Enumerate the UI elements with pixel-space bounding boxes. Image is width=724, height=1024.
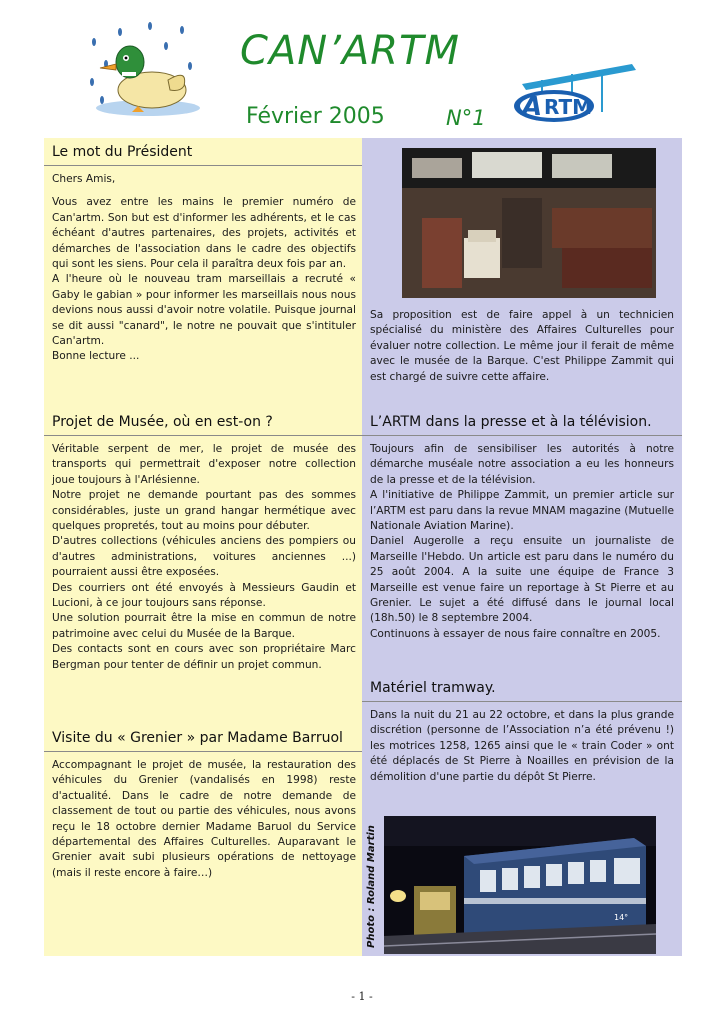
section-grenier	[52, 730, 356, 881]
artm-logo	[502, 60, 642, 128]
divider	[44, 165, 364, 166]
paragraph: Continuons à essayer de nous faire connaître en 2005.	[370, 627, 661, 640]
divider	[362, 435, 682, 436]
paragraph: Des contacts sont en cours avec son propriétaire Marc Bergman pour tenter de définir un projet commun.	[52, 643, 356, 671]
paragraph: Une solution pourrait être la mise en commun de notre patrimoine avec celui du Musée de la Barque.	[52, 612, 356, 640]
greeting: Chers Amis,	[52, 173, 116, 185]
section-heading: L’ARTM dans la presse et à la télévision.	[370, 414, 652, 430]
tram-night-photo	[384, 816, 656, 954]
divider	[44, 435, 364, 436]
section-heading: Visite du « Grenier » par Madame Barruol	[52, 730, 343, 746]
bus-interior-photo	[402, 148, 656, 298]
paragraph: Toujours afin de sensibiliser les autorités à notre démarche muséale notre association a eu les honneurs de la presse et de la télévision.	[370, 443, 674, 486]
paragraph: A l'initiative de Philippe Zammit, un premier article sur l’ARTM est paru dans la revue MNAM magazine (Mutuelle Nationale Aviation Marine).	[370, 489, 674, 533]
section-presse	[370, 414, 674, 642]
paragraph: Accompagnant le projet de musée, la restauration des véhicules du Grenier (vandalisés en 1998) reste d'actualité. Dans le cadre de notre demande de classement de tout ou partie des véhicules, nous avons reçu le 18 octobre dernier Madame Baruol du Service départemental des Affaires Culturelles. Auparavant le Grenier avait subi plusieurs opérations de nettoyage (mais il reste encore à faire…)	[52, 759, 356, 879]
paragraph: Daniel Augerolle a reçu ensuite un journaliste de Marseille l'Hebdo. Un article est paru dans le numéro du 25 août 2004. A la suite une équipe de France 3 Marseille est venue faire un reportage à St Pierre et au Grenier. Le sujet a été diffusé dans le journal local (18h.50) le 8 septembre 2004.	[370, 535, 674, 625]
divider	[362, 701, 682, 702]
paragraph: Véritable serpent de mer, le projet de musée des transports qui permettrait d'exposer notre collection joue toujours à l'Arlésienne.	[52, 443, 356, 486]
newsletter-title: CAN’ARTM	[240, 28, 461, 74]
paragraph: Notre projet ne demande pourtant pas des sommes considérables, juste un grand hangar hermétique avec quelques propretés, tout au moins pour débuter.	[52, 489, 356, 533]
paragraph: Bonne lecture ...	[52, 350, 140, 363]
section-musee	[52, 414, 356, 673]
paragraph: D'autres collections (véhicules anciens des pompiers ou d'autres administrations, voitures anciennes ...) pourraient aussi être exposées.	[52, 535, 356, 579]
section-president	[52, 144, 356, 365]
divider	[44, 751, 364, 752]
section-tramway	[370, 680, 674, 785]
duck-mascot-illustration	[86, 20, 204, 118]
issue-number: N°1	[446, 106, 486, 130]
photo-credit: Photo : Roland Martin	[366, 825, 377, 948]
section-intro	[370, 308, 674, 385]
paragraph: Vous avez entre les mains le premier numéro de Can'artm. Son but est d'informer les adhérents, et le cas échéant d'autres partenaires, des projets, activités et démarches de l'association dans le cadre des objectifs qui sont les siens. Pour cela il paraîtra deux fois par an.	[52, 196, 356, 271]
paragraph: A l'heure où le nouveau tram marseillais a recruté « Gaby le gabian » pour informer les marseillais nous nous devions nous aussi d'avoir notre volatile. Puisque journal se dit aussi "canard", le notre ne pouvait que s'intituler Can'artm.	[52, 273, 356, 348]
section-heading: Projet de Musée, où en est-on ?	[52, 414, 273, 430]
section-heading: Matériel tramway.	[370, 680, 496, 696]
paragraph: Sa proposition est de faire appel à un technicien spécialisé du ministère des Affaires Culturelles pour évaluer notre collection. Le même jour il ferait de même avec le musée de la Barque. C'est Philippe Zammit qui est chargé de suivre cette affaire.	[370, 309, 674, 383]
page-number: - 1 -	[351, 990, 373, 1003]
section-heading: Le mot du Président	[52, 144, 193, 160]
issue-date: Février 2005	[246, 104, 385, 129]
tram-number-label: 14°	[614, 913, 629, 922]
svg-text:A: A	[522, 92, 543, 122]
svg-text:RTM: RTM	[544, 95, 593, 119]
paragraph: Dans la nuit du 21 au 22 octobre, et dans la plus grande discrétion (personne de l’Association n’a été prévenu !) les motrices 1258, 1265 ainsi que le « train Coder » ont été déplacés de St Pierre à Noailles en prévision de la démolition d'une partie du dépôt St Pierre.	[370, 709, 674, 783]
paragraph: Des courriers ont été envoyés à Messieurs Gaudin et Lucioni, à ce jour toujours sans réponse.	[52, 581, 356, 610]
